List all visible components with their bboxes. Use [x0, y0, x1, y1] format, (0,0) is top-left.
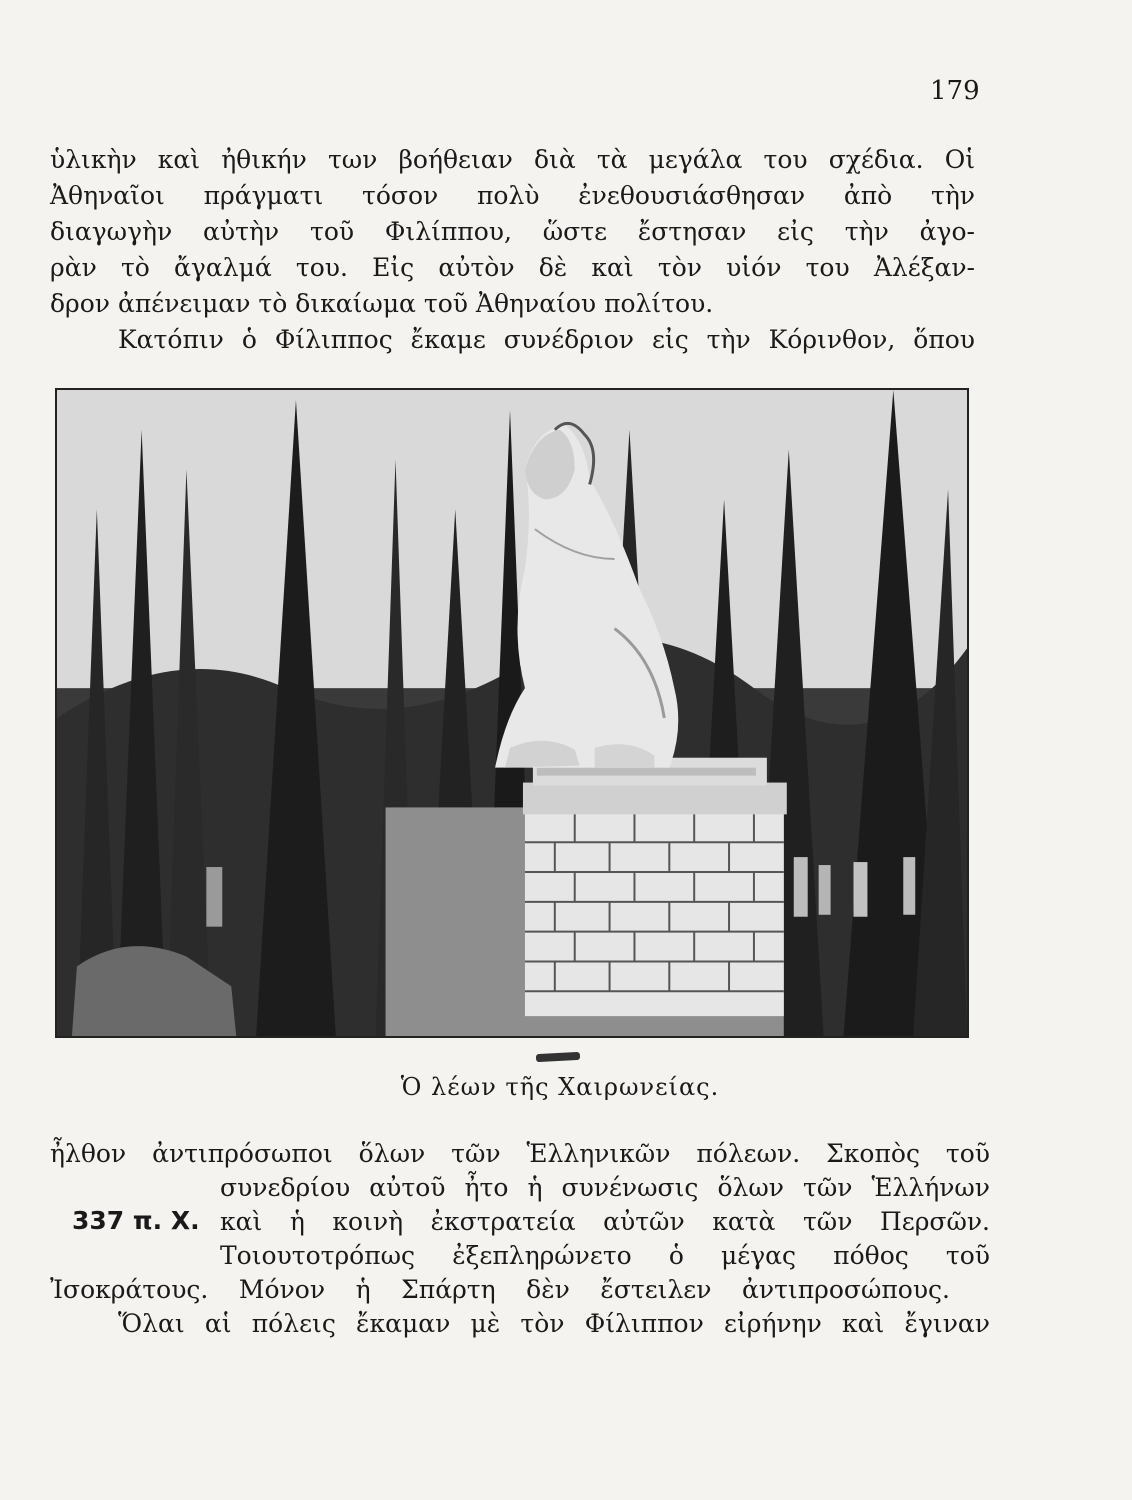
- text-line: καὶ ἡ κοινὴ ἐκστρατεία αὐτῶν κατὰ τῶν Περσῶν.: [220, 1207, 990, 1236]
- text-line: Τοιουτοτρόπως ἐξεπληρώνετο ὁ μέγας πόθος τοῦ: [220, 1241, 990, 1270]
- figure-caption: Ὁ λέων τῆς Χαιρωνείας.: [400, 1073, 720, 1101]
- text-line: ὑλικὴν καὶ ἠθικήν των βοήθειαν διὰ τὰ μεγάλα του σχέδια. Οἱ: [50, 145, 975, 174]
- ink-smudge: [536, 1052, 580, 1062]
- text-line: Κατόπιν ὁ Φίλιππος ἔκαμε συνέδριον εἰς τὴν Κόρινθον, ὅπου: [118, 325, 975, 354]
- page-number: 179: [930, 76, 980, 106]
- text-line: Ἀθηναῖοι πράγματι τόσον πολὺ ἐνεθουσιάσθησαν ἀπὸ τὴν: [50, 181, 975, 210]
- text-line: διαγωγὴν αὐτὴν τοῦ Φιλίππου, ὥστε ἔστησαν εἰς τὴν ἀγο-: [50, 217, 975, 246]
- lion-of-chaeronea-photo: [55, 388, 969, 1038]
- text-line: Ἰσοκράτους. Μόνον ἡ Σπάρτη δὲν ἔστειλεν ἀντιπροσώπους.: [50, 1275, 950, 1304]
- text-line: ἦλθον ἀντιπρόσωποι ὅλων τῶν Ἑλληνικῶν πόλεων. Σκοπὸς τοῦ: [50, 1139, 990, 1168]
- margin-date: 337 π. Χ.: [72, 1206, 200, 1235]
- text-line: συνεδρίου αὐτοῦ ἦτο ἡ συνένωσις ὅλων τῶν Ἑλλήνων: [220, 1173, 990, 1202]
- text-line: δρον ἀπένειμαν τὸ δικαίωμα τοῦ Ἀθηναίου πολίτου.: [50, 289, 714, 318]
- text-line: Ὅλαι αἱ πόλεις ἔκαμαν μὲ τὸν Φίλιππον εἰρήνην καὶ ἔγιναν: [118, 1309, 990, 1338]
- text-line: ρὰν τὸ ἄγαλμά του. Εἰς αὐτὸν δὲ καὶ τὸν υἱόν του Ἀλέξαν-: [50, 253, 975, 282]
